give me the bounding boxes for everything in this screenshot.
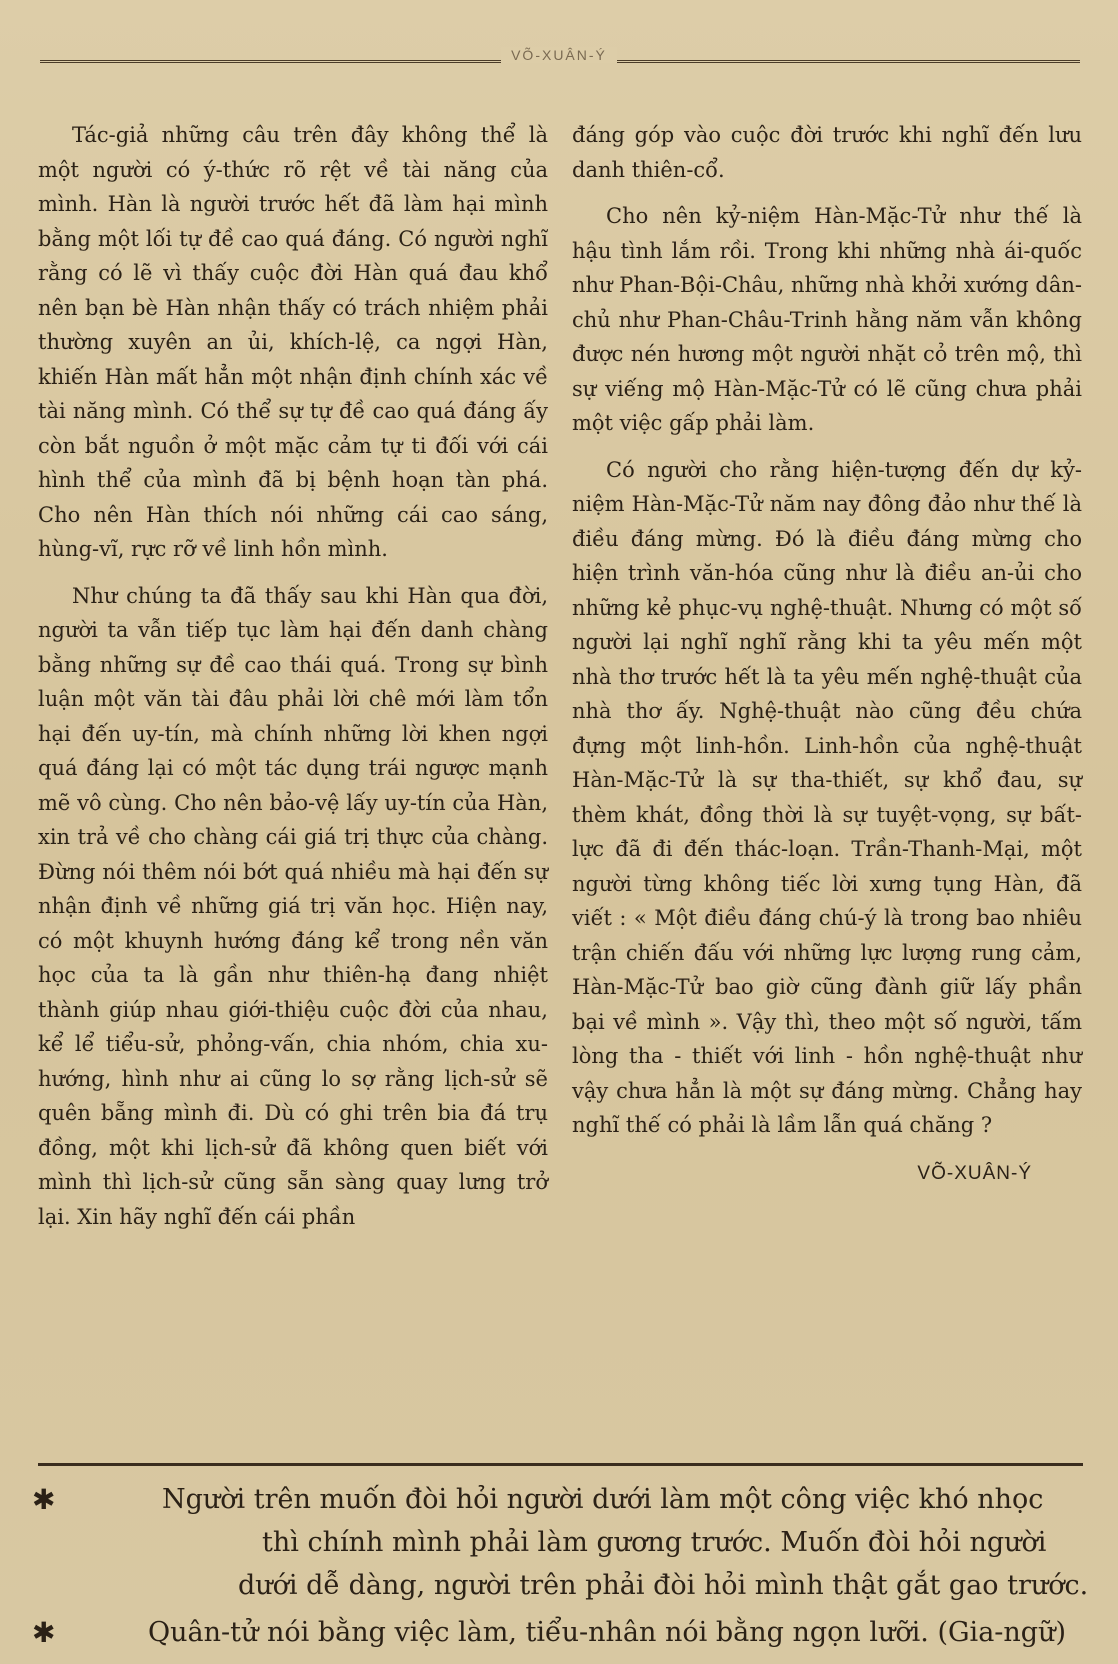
star-bullet-icon: ✱ [32, 1616, 56, 1649]
quotes-box [30, 1478, 1090, 1654]
right-paragraph-3: Có người cho rằng hiện-tượng đến dự kỷ-niệm Hàn-Mặc-Tử năm nay đông đảo như thế là điều đáng mừng. Đó là điều đáng mừng cho hiện trình văn-hóa cũng như là điều an-ủi cho những kẻ phục-vụ nghệ-thuật. Nhưng có một số người lại nghĩ nghĩ rằng khi ta yêu mến một nhà thơ trước hết là ta yêu mến nghệ-thuật của nhà thơ ấy. Nghệ-thuật nào cũng đều chứa đựng một linh-hồn. Linh-hồn của nghệ-thuật Hàn-Mặc-Tử là sự tha-thiết, sự khổ đau, sự thèm khát, đồng thời là sự tuyệt-vọng, sự bất-lực đã đi đến thác-loạn. Trần-Thanh-Mại, một người từng không tiếc lời xưng tụng Hàn, đã viết : « Một điều đáng chú-ý là trong bao nhiêu trận chiến đấu với những lực lượng rung cảm, Hàn-Mặc-Tử bao giờ cũng đành giữ lấy phần bại về mình ». Vậy thì, theo một số người, tấm lòng tha - thiết với linh - hồn nghệ-thuật như vậy chưa hẳn là một sự đáng mừng. Chẳng hay nghĩ thế có phải là lầm lẫn quá chăng ? [572, 457, 1082, 1137]
running-head [0, 47, 1118, 63]
right-paragraph-1: đáng góp vào cuộc đời trước khi nghĩ đến lưu danh thiên-cổ. [572, 123, 1082, 182]
right-paragraph-2: Cho nên kỷ-niệm Hàn-Mặc-Tử như thế là hậu tình lắm rồi. Trong khi những nhà ái-quốc như Phan-Bội-Châu, những nhà khởi xướng dân-chủ như Phan-Châu-Trinh hằng năm vẫn không được nén hương một người nhặt cỏ trên mộ, thì sự viếng mộ Hàn-Mặc-Tử có lẽ cũng chưa phải một việc gấp phải làm. [572, 204, 1082, 435]
quote-2-line-1: Quân-tử nói bằng việc làm, tiểu-nhân nói bằng ngọn lưỡi. (Gia-ngữ) [148, 1617, 1067, 1648]
left-column [38, 118, 548, 1246]
quote-1 [30, 1478, 1090, 1607]
author-signature: VÕ-XUÂN-Ý [917, 1162, 1032, 1184]
quote-2 [30, 1611, 1090, 1654]
left-paragraph-2: Như chúng ta đã thấy sau khi Hàn qua đời, người ta vẫn tiếp tục làm hại đến danh chàng bằng những sự đề cao thái quá. Trong sự bình luận một văn tài đâu phải lời chê mới làm tổn hại đến uy-tín, mà chính những lời khen ngợi quá đáng lại có một tác dụng trái ngược mạnh mẽ vô cùng. Cho nên bảo-vệ lấy uy-tín của Hàn, xin trả về cho chàng cái giá trị thực của chàng. Đừng nói thêm nói bớt quá nhiều mà hại đến sự nhận định về những giá trị văn học. Hiện nay, có một khuynh hướng đáng kể trong nền văn học của ta là gần như thiên-hạ đang nhiệt thành giúp nhau giới-thiệu cuộc đời của nhau, kể lể tiểu-sử, phỏng-vấn, chia nhóm, chia xu-hướng, hình như ai cũng lo sợ rằng lịch-sử sẽ quên bẵng mình đi. Dù có ghi trên bia đá trụ đồng, một khi lịch-sử đã không quen biết với mình thì lịch-sử cũng sẵn sàng quay lưng trở lại. Xin hãy nghĩ đến cái phần [38, 583, 548, 1229]
footer-rule [38, 1463, 1083, 1466]
right-column [572, 118, 1082, 1191]
quote-1-line-1: Người trên muốn đòi hỏi người dưới làm một công việc khó nhọc [162, 1484, 1044, 1515]
running-head-text: VÕ-XUÂN-Ý [501, 47, 617, 63]
quote-1-line-3: dưới dễ dàng, người trên phải đòi hỏi mình thật gắt gao trước. [238, 1570, 1089, 1601]
quote-1-line-2: thì chính mình phải làm gương trước. Muốn đòi hỏi người [262, 1527, 1047, 1558]
star-bullet-icon: ✱ [32, 1483, 56, 1516]
left-paragraph-1: Tác-giả những câu trên đây không thể là một người có ý-thức rõ rệt về tài năng của mình. Hàn là người trước hết đã làm hại mình bằng một lối tự đề cao quá đáng. Có người nghĩ rằng có lẽ vì thấy cuộc đời Hàn quá đau khổ nên bạn bè Hàn nhận thấy có trách nhiệm phải thường xuyên an ủi, khích-lệ, ca ngợi Hàn, khiến Hàn mất hẳn một nhận định chính xác về tài năng mình. Có thể sự tự đề cao quá đáng ấy còn bắt nguồn ở một mặc cảm tự ti đối với cái hình thể của mình đã bị bệnh hoạn tàn phá. Cho nên Hàn thích nói những cái cao sáng, hùng-vĩ, rực rỡ về linh hồn mình. [38, 123, 548, 561]
